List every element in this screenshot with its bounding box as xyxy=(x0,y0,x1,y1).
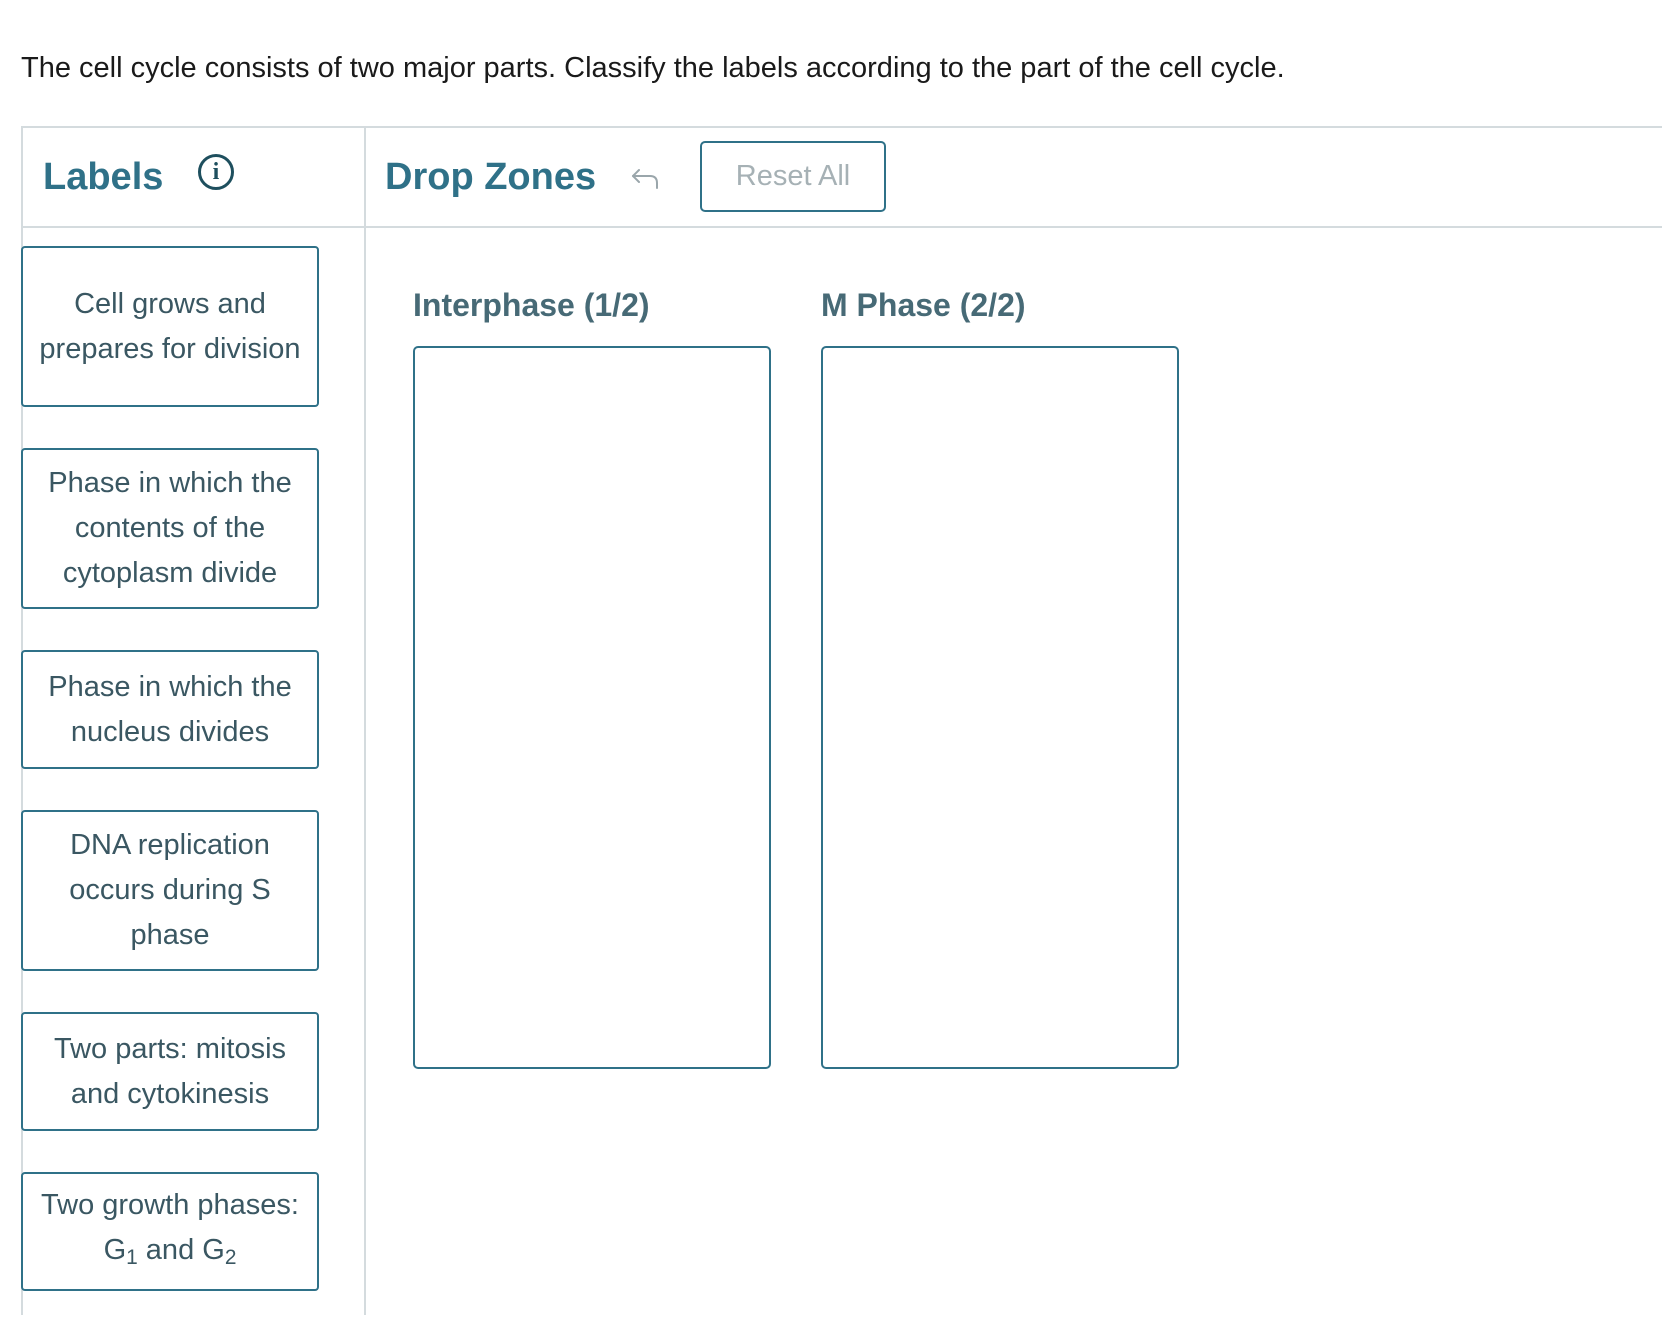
drop-zone-m-phase[interactable] xyxy=(821,346,1179,1069)
undo-icon[interactable] xyxy=(630,164,662,194)
label-card[interactable] xyxy=(21,1012,319,1131)
label-card-text: Phase in which the contents of the cytoplasm divide xyxy=(48,467,292,589)
subscript-2: 2 xyxy=(224,1246,237,1270)
label-card-text-mid: and G xyxy=(137,1233,225,1266)
label-card-text: Phase in which the nucleus divides xyxy=(48,670,292,748)
label-card[interactable] xyxy=(21,650,319,769)
question-text: The cell cycle consists of two major parts. Classify the labels according to the part of the cell cycle. xyxy=(21,52,1285,84)
column-divider xyxy=(364,128,366,1315)
reset-all-button[interactable]: Reset All xyxy=(700,141,886,212)
drop-zone-interphase[interactable] xyxy=(413,346,771,1069)
labels-title: Labels xyxy=(43,156,164,198)
info-icon[interactable]: i xyxy=(198,154,234,190)
subscript-1: 1 xyxy=(126,1246,138,1270)
drop-zones-title: Drop Zones xyxy=(385,156,597,198)
label-card[interactable] xyxy=(21,246,319,407)
label-card-text: Two parts: mitosis and cytokinesis xyxy=(53,1032,287,1110)
label-card-text: DNA replication occurs during S phase xyxy=(69,829,271,951)
label-card[interactable] xyxy=(21,1172,319,1291)
label-card-text-prefix: Two growth phases: G xyxy=(41,1188,299,1266)
zone-title-interphase: Interphase (1/2) xyxy=(413,287,650,323)
label-card-text: Cell grows and prepares for division xyxy=(39,287,301,365)
zone-title-m-phase: M Phase (2/2) xyxy=(821,287,1026,323)
label-card-text xyxy=(35,1183,305,1280)
label-card[interactable] xyxy=(21,448,319,609)
label-card[interactable] xyxy=(21,810,319,971)
